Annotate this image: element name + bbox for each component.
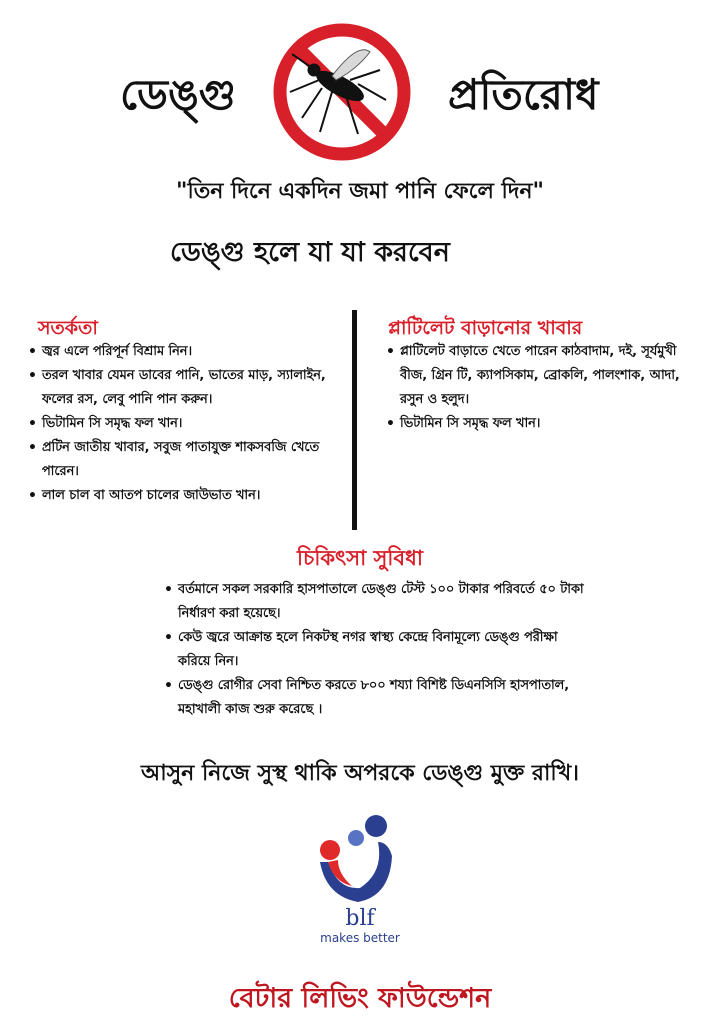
logo-name: blf: [345, 906, 375, 931]
list-item: • তরল খাবার যেমন ডাবের পানি, ভাতের মাড়, স্যালাইন, ফলের রস, লেবু পানি পান করুন।: [28, 364, 346, 412]
subheading: ডেঙ্গু হলে যা যা করবেন: [170, 237, 450, 268]
list-item: • ডেঙ্গু রোগীর সেবা নিশ্চিত করতে ৮০০ শয্যা বিশিষ্ট ডিএনসিসি হাসপাতাল, মহাখালী কাজ শুরু করেছে ।: [164, 674, 594, 722]
organization-name: বেটার লিভিং ফাউন্ডেশন: [228, 983, 492, 1014]
column-divider: [352, 310, 357, 530]
list-item: • কেউ জ্বরে আক্রান্ত হলে নিকটস্থ নগর স্বাস্থ্য কেন্দ্রে বিনামূল্যে ডেঙ্গু পরীক্ষা করিয়ে নিন।: [164, 626, 594, 674]
list-item: • ভিটামিন সি সমৃদ্ধ ফল খান।: [28, 412, 346, 436]
treatment-title: চিকিৎসা সুবিধা: [297, 546, 423, 570]
list-item: • বর্তমানে সকল সরকারি হাসপাতালে ডেঙ্গু টেস্ট ১০০ টাকার পরিবর্তে ৫০ টাকা নির্ধারণ করা হয়েছে।: [164, 578, 594, 626]
list-item: • প্লাটিলেট বাড়াতে খেতে পারেন কাঠবাদাম, দই, সূর্যমুখী বীজ, গ্রিন টি, ক্যাপসিকাম, ব্রোকলি, পালংশাক, আদা, রসুন ও হলুদ।: [386, 340, 704, 412]
title-dengue: ডেঙ্গু: [120, 70, 237, 119]
blf-people-icon: [308, 812, 404, 908]
list-item: • ভিটামিন সি সমৃদ্ধ ফল খান।: [386, 412, 704, 436]
precautions-title: সতর্কতা: [38, 317, 98, 339]
list-item: • প্রটিন জাতীয় খাবার, সবুজ পাতাযুক্ত শাকসবজি খেতে পারেন।: [28, 436, 346, 484]
closing-message: আসুন নিজে সুস্থ থাকি অপরকে ডেঙ্গু মুক্ত রাখি।: [140, 761, 580, 786]
no-mosquito-icon: [262, 22, 422, 162]
precautions-list: [28, 340, 346, 508]
list-item: • জ্বর এলে পরিপূর্ন বিশ্রাম নিন।: [28, 340, 346, 364]
slogan: "তিন দিনে একদিন জমা পানি ফেলে দিন": [176, 179, 544, 204]
title-prevention: প্রতিরোধ: [448, 70, 599, 119]
platelet-food-list: [386, 340, 704, 436]
list-item: • লাল চাল বা আতপ চালের জাউভাত খান।: [28, 484, 346, 508]
logo-tagline: makes better: [320, 931, 400, 945]
treatment-list: [164, 578, 594, 722]
platelet-food-title: প্লাটিলেট বাড়ানোর খাবার: [388, 317, 583, 339]
